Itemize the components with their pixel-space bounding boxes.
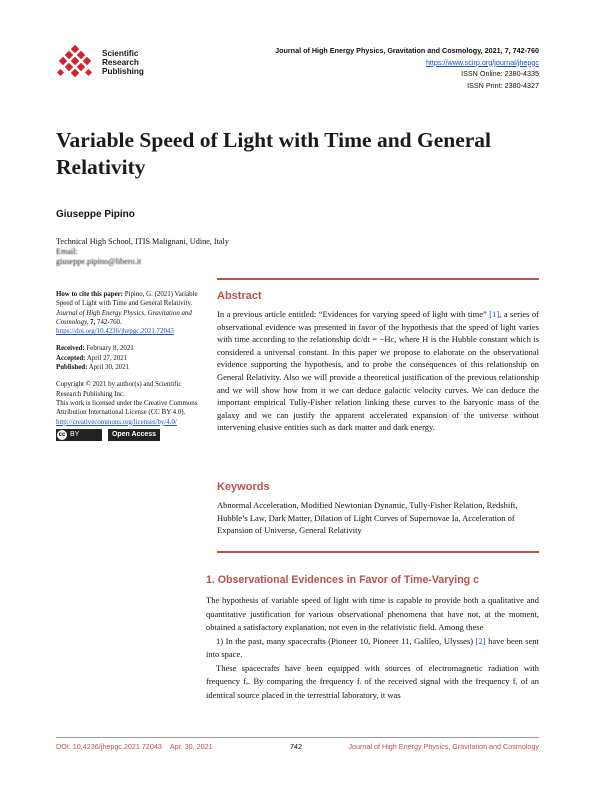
cc-by-badge[interactable] [56, 429, 102, 441]
abstract-part2: , a series of observational evidence was presented in favor of the hypothesis that the speed of light varies with time according to the relationship dc/dt = −Hc, where H is the Hubble constant which is considered a universal constant. In this paper we propose to elaborate on the observational evidence supporting the hypothesis, and to probe the consequences of this relationship on General Relativity. Also we will provide a theoretical justification of the previous relationship and we will show how from it we can deduce galactic velocity curves. We can deduce the important empirical Tully-Fisher relation linking these curves to the baryonic mass of the galaxy and we can justify the apparent accelerated expansion of the universe without intervening elusive entities such as dark matter and dark energy. [217, 309, 539, 433]
journal-citation: Journal of High Energy Physics, Gravitation and Cosmology, 2021, 7, 742-760 [275, 46, 539, 55]
received-date: February 8, 2021 [86, 345, 134, 353]
paragraph-1: The hypothesis of variable speed of light with time is capable to provide both a qualitative and quantitative justification for various observational phenomena that have not, at the moment, obtained a satisfactory explanation, not even in the relativistic field. Among these [206, 595, 539, 632]
author-affiliation: Technical High School, ITIS Malignani, Udine, Italy [56, 237, 229, 246]
cite-journal: Journal of High Energy Physics, Gravitation and Cosmology, [56, 309, 192, 326]
cite-text: Pipino, G. (2021) Variable Speed of Light with Time and General Relativity. [56, 291, 198, 308]
cc-by-label: BY [70, 430, 80, 438]
footer-doi-text: DOI: 10.4236/jhepgc.2021.72043 [56, 742, 162, 751]
reference-link[interactable]: [2] [475, 635, 486, 646]
footer-journal: Journal of High Energy Physics, Gravitation and Cosmology [348, 742, 539, 751]
keywords-text: Abnormal Acceleration, Modified Newtonian Dynamic, Tully-Fisher Relation, Redshift, Hubble’s Law, Dark Matter, Dilation of Light Curves of Supernovae Ia, Acceleration of Expansion of Universe, General Relativity [217, 500, 518, 536]
issn-print: ISSN Print: 2380-4327 [467, 80, 539, 90]
email-text: Email: giuseppe.pipino@libero.it [56, 247, 142, 266]
abstract-ref-link[interactable]: [1] [489, 309, 500, 319]
published-label: Published: [56, 364, 88, 372]
license-url-link[interactable]: http://creativecommons.org/licenses/by/4.0/ [56, 418, 177, 426]
article-info-sidebar [56, 290, 206, 441]
publisher-name [102, 49, 144, 77]
journal-url-link[interactable]: https://www.scirp.org/journal/jhepgc [425, 57, 539, 67]
abstract-heading: Abstract [217, 290, 262, 302]
dates-block [56, 344, 206, 372]
received-label: Received: [56, 345, 85, 353]
keywords-bottom-rule [217, 551, 539, 553]
footer-rule [56, 737, 539, 738]
license-badges [56, 429, 206, 441]
abstract-part1: In a previous article entitled: “Evidences for varying speed of light with time” [217, 309, 487, 319]
page-number: 742 [290, 742, 302, 751]
cite-volume: 7, [90, 318, 96, 326]
publisher-line1: Scientific [102, 49, 139, 58]
issn-online: ISSN Online: 2380-4335 [461, 69, 539, 78]
journal-header [275, 45, 539, 91]
abstract-text [217, 308, 539, 434]
publisher-line3: Publishing [102, 67, 144, 77]
paper-title: Variable Speed of Light with Time and General Relativity [56, 128, 492, 179]
cite-pages: 742-760. [97, 318, 122, 326]
keywords-heading: Keywords [217, 481, 270, 493]
section-heading: 1. Observational Evidences in Favor of Time-Varying c [206, 574, 479, 586]
author-name: Giuseppe Pipino [56, 209, 135, 220]
copyright-text: Copyright © 2021 by author(s) and Scientific Research Publishing Inc. [56, 381, 182, 398]
copyright-block [56, 380, 206, 426]
cite-doi-link[interactable]: https://doi.org/10.4236/jhepgc.2021.72043 [56, 328, 174, 336]
license-text: This work is licensed under the Creative Commons Attribution International License (CC BY 4.0). [56, 399, 198, 417]
citation-block [56, 290, 206, 336]
section-body [206, 594, 539, 702]
paragraph-2 [206, 635, 539, 662]
publisher-line2: Research [102, 58, 139, 68]
paragraph-2-end: have been sent into space. [206, 635, 539, 659]
accepted-date: April 27, 2021 [86, 354, 128, 362]
publisher-logo [56, 46, 151, 80]
abstract-top-rule [217, 278, 539, 280]
accepted-label: Accepted: [56, 354, 86, 362]
paragraph-2-text: 1) In the past, many spacecrafts (Pioneer 10, Pioneer 11, Galileo, Ulysses) [216, 635, 474, 646]
srp-logo-icon [56, 46, 98, 80]
cite-label: How to cite this paper: [56, 291, 123, 298]
cc-icon: cc [58, 431, 66, 438]
open-access-badge: Open Access [108, 429, 160, 441]
footer-doi [56, 742, 213, 751]
footer-date: Apr. 30, 2021 [169, 742, 213, 751]
paragraph-3: These spacecrafts have been equipped with sources of electromagnetic radiation with frequency fₑ. By comparing the frequency fᵢ of the received signal with the frequency fᵣ of an identical source placed in the terrestrial laboratory, it was [206, 662, 539, 700]
author-email [56, 247, 160, 266]
published-date: April 30, 2021 [88, 364, 130, 372]
